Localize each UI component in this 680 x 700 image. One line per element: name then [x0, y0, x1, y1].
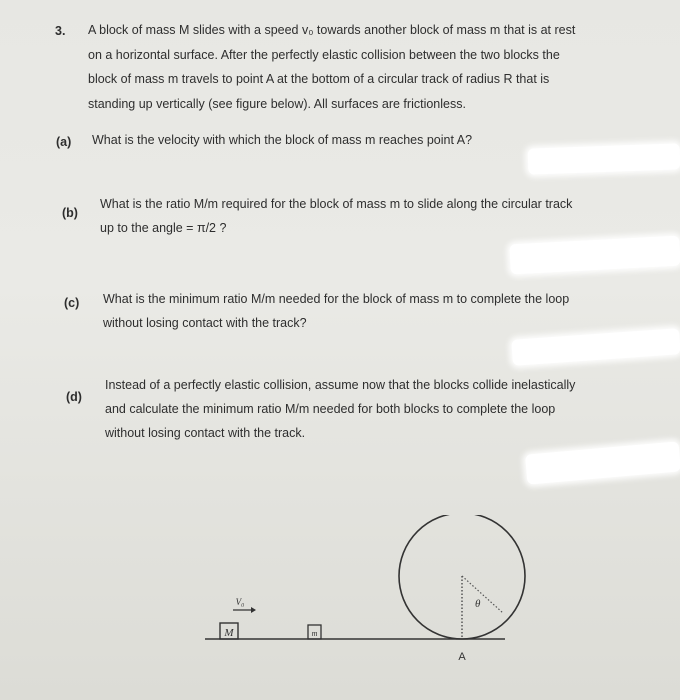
part-b-line: up to the angle = π/2 ?	[100, 221, 227, 235]
part-d-line: without losing contact with the track.	[105, 426, 306, 440]
problem-line: standing up vertically (see figure below). All surfaces are frictionless.	[88, 96, 466, 111]
part-d-line: and calculate the minimum ratio M/m needed for both blocks to complete the loop	[105, 402, 556, 416]
question-number: 3.	[55, 24, 66, 38]
part-a-line: What is the velocity with which the block of mass m reaches point A?	[92, 133, 473, 147]
block-small-label: m	[311, 629, 318, 638]
part-c-line: without losing contact with the track?	[103, 316, 307, 330]
whiteout-mark	[509, 236, 680, 275]
part-c-text	[103, 287, 613, 335]
problem-line: block of mass m travels to point A at the bottom of a circular track of radius R that is	[88, 72, 550, 86]
part-b-text	[100, 192, 610, 240]
whiteout-mark	[528, 143, 680, 174]
velocity-label: V₀	[235, 597, 245, 607]
figure-svg	[200, 515, 540, 670]
part-c-line: What is the minimum ratio M/m needed for the block of mass m to complete the loop	[103, 292, 570, 306]
problem-statement	[88, 18, 608, 116]
part-a-text	[92, 128, 602, 152]
whiteout-mark	[525, 441, 680, 484]
part-d-text	[105, 373, 615, 445]
block-large-label: M	[224, 627, 234, 639]
point-a-label: A	[458, 651, 466, 663]
part-d-line: Instead of a perfectly elastic collision, assume now that the blocks collide inelastically	[105, 378, 576, 392]
part-b-line: What is the ratio M/m required for the block of mass m to slide along the circular track	[100, 197, 573, 211]
part-a-label: (a)	[56, 135, 72, 149]
part-d-label: (d)	[66, 390, 82, 404]
angle-label: θ	[475, 598, 481, 610]
velocity-arrowhead	[251, 607, 256, 613]
problem-line: A block of mass M slides with a speed v₀ towards another block of mass m that is at rest	[88, 23, 576, 37]
angled-radius	[462, 576, 503, 613]
part-b-label: (b)	[62, 206, 78, 220]
part-c-label: (c)	[64, 296, 80, 310]
problem-line: on a horizontal surface. After the perfectly elastic collision between the two blocks the	[88, 47, 560, 62]
loop-track-figure	[200, 515, 540, 670]
